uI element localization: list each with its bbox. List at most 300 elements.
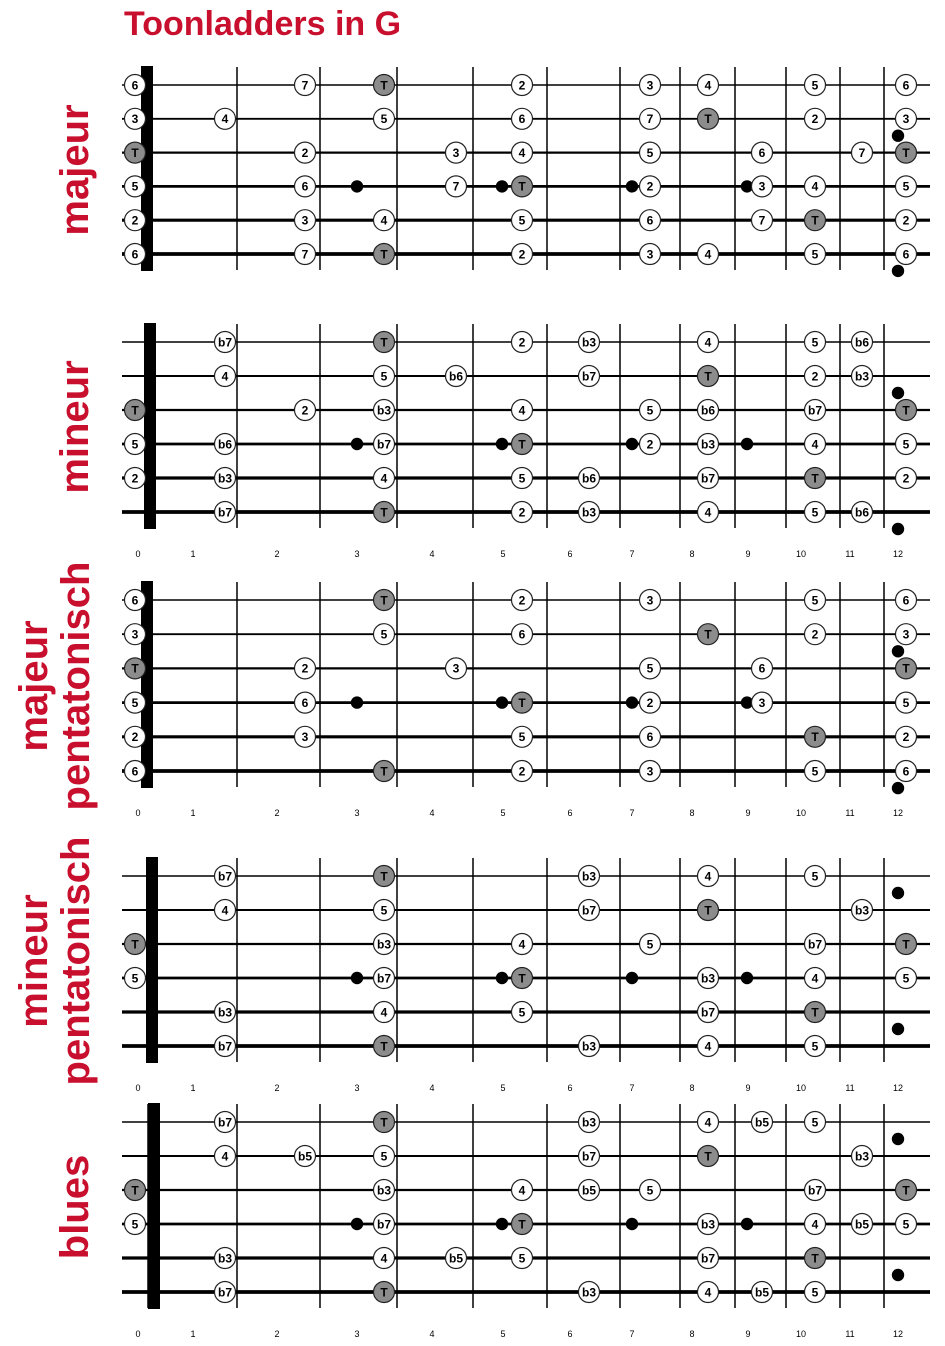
scale-note — [805, 1282, 826, 1303]
note-label: 4 — [704, 1285, 712, 1300]
scale-note — [215, 1002, 236, 1023]
fret-number: 12 — [892, 1329, 904, 1339]
note-label: T — [131, 145, 139, 160]
scale-note — [215, 1112, 236, 1133]
note-label: 2 — [902, 213, 910, 228]
note-label: 5 — [811, 247, 819, 262]
fret-number: 3 — [354, 549, 360, 559]
note-label: T — [380, 78, 388, 93]
note-label: 6 — [758, 661, 766, 676]
scale-note — [215, 1282, 236, 1303]
fret-number: 2 — [274, 808, 280, 818]
note-label: T — [380, 1039, 388, 1054]
note-label: 5 — [380, 369, 388, 384]
scale-note — [374, 934, 395, 955]
scale-note — [805, 400, 826, 421]
scale-note — [805, 1180, 826, 1201]
note-label: b7 — [700, 1251, 716, 1266]
scale-note — [805, 75, 826, 96]
note-label: b3 — [700, 437, 716, 452]
fret-number: 5 — [500, 808, 506, 818]
note-label: b7 — [700, 1005, 716, 1020]
note-label: b6 — [854, 335, 870, 350]
fret-marker-dot — [892, 1269, 904, 1281]
scale-note — [896, 624, 917, 645]
scale-note — [805, 108, 826, 129]
nut — [141, 581, 153, 788]
note-label: 6 — [131, 593, 139, 608]
tonic-note — [896, 658, 917, 679]
note-label: b3 — [700, 1217, 716, 1232]
scale-note — [374, 434, 395, 455]
note-label: 2 — [902, 471, 910, 486]
note-label: T — [811, 213, 819, 228]
note-label: 5 — [811, 764, 819, 779]
fret-marker-dot — [892, 265, 904, 277]
note-label: b6 — [854, 505, 870, 520]
note-label: b3 — [376, 403, 392, 418]
scale-note — [852, 366, 873, 387]
note-label: T — [380, 1285, 388, 1300]
note-label: 7 — [301, 78, 309, 93]
note-label: 5 — [811, 869, 819, 884]
fret-number: 9 — [745, 1083, 751, 1093]
note-label: 5 — [518, 1005, 526, 1020]
scale-note — [125, 108, 146, 129]
fret-number: 4 — [429, 549, 435, 559]
scale-label-line: mineur — [53, 360, 97, 494]
fret-marker-dot — [351, 696, 363, 708]
scale-note — [125, 210, 146, 231]
fret-marker-dot — [496, 438, 508, 450]
scale-note — [125, 176, 146, 197]
scale-note — [512, 75, 533, 96]
scale-note — [512, 590, 533, 611]
nut — [141, 66, 153, 271]
note-label: b7 — [376, 971, 392, 986]
note-label: 5 — [380, 112, 388, 127]
fret-number: 0 — [135, 808, 141, 818]
scale-note — [374, 468, 395, 489]
scale-note — [896, 108, 917, 129]
note-label: 5 — [902, 695, 910, 710]
tonic-note — [805, 210, 826, 231]
scale-note — [512, 726, 533, 747]
fret-number: 1 — [190, 1329, 196, 1339]
tonic-note — [374, 75, 395, 96]
tonic-note — [374, 1112, 395, 1133]
scale-note — [295, 726, 316, 747]
note-label: T — [380, 764, 388, 779]
note-label: 5 — [380, 1149, 388, 1164]
fret-number: 0 — [135, 549, 141, 559]
note-label: 5 — [902, 1217, 910, 1232]
fret-marker-dot — [892, 1133, 904, 1145]
note-label: 2 — [518, 78, 526, 93]
note-label: 2 — [131, 730, 139, 745]
note-label: T — [811, 1005, 819, 1020]
note-label: T — [380, 505, 388, 520]
tonic-note — [698, 366, 719, 387]
fretboard-2 — [122, 323, 930, 559]
scale-note — [640, 726, 661, 747]
fret-number: 5 — [500, 1083, 506, 1093]
note-label: 4 — [811, 1217, 819, 1232]
scale-note — [579, 1112, 600, 1133]
fret-marker-dot — [626, 696, 638, 708]
scale-note — [125, 1214, 146, 1235]
tonic-note — [374, 502, 395, 523]
note-label: b6 — [217, 437, 233, 452]
scale-note — [295, 1146, 316, 1167]
scale-note — [896, 210, 917, 231]
fret-number: 12 — [892, 1083, 904, 1093]
note-label: 5 — [811, 1115, 819, 1130]
scale-note — [125, 726, 146, 747]
tonic-note — [896, 934, 917, 955]
note-label: 4 — [704, 505, 712, 520]
note-label: 5 — [811, 1039, 819, 1054]
fretboard-1 — [122, 66, 930, 277]
scale-note — [579, 900, 600, 921]
scale-note — [896, 1214, 917, 1235]
note-label: T — [380, 247, 388, 262]
scale-note — [579, 1180, 600, 1201]
note-label: b3 — [854, 369, 870, 384]
note-label: 6 — [518, 112, 526, 127]
scale-note — [125, 692, 146, 713]
scale-note — [215, 1036, 236, 1057]
scale-note — [374, 1180, 395, 1201]
note-label: b5 — [448, 1251, 464, 1266]
tonic-note — [374, 1282, 395, 1303]
note-label: 6 — [131, 78, 139, 93]
note-label: b7 — [217, 335, 233, 350]
scale-note — [125, 434, 146, 455]
note-label: 3 — [301, 730, 309, 745]
note-label: 5 — [902, 971, 910, 986]
scale-note — [512, 502, 533, 523]
scale-note — [698, 502, 719, 523]
tonic-note — [374, 866, 395, 887]
fret-number: 3 — [354, 1329, 360, 1339]
scale-note — [374, 366, 395, 387]
fret-marker-dot — [892, 782, 904, 794]
fret-marker-dot — [892, 645, 904, 657]
fret-number: 12 — [892, 808, 904, 818]
tonic-note — [698, 108, 719, 129]
fret-number: 2 — [274, 1083, 280, 1093]
note-label: 6 — [902, 764, 910, 779]
note-label: 4 — [380, 1251, 388, 1266]
tonic-note — [125, 1180, 146, 1201]
fret-number: 7 — [629, 808, 635, 818]
scale-label-line: pentatonisch — [54, 561, 98, 810]
fret-number: 12 — [892, 549, 904, 559]
fret-marker-dot — [892, 887, 904, 899]
scale-note — [896, 434, 917, 455]
note-label: b7 — [217, 1285, 233, 1300]
scale-note — [752, 692, 773, 713]
scale-note — [295, 176, 316, 197]
scale-note — [446, 366, 467, 387]
scale-note — [215, 900, 236, 921]
scale-note — [852, 502, 873, 523]
note-label: 4 — [704, 1115, 712, 1130]
note-label: 4 — [380, 213, 388, 228]
fret-marker-dot — [741, 1218, 753, 1230]
fret-number: 9 — [745, 808, 751, 818]
note-label: T — [902, 937, 910, 952]
note-label: b3 — [581, 505, 597, 520]
note-label: 2 — [646, 179, 654, 194]
scale-label-line: majeur — [12, 619, 56, 752]
note-label: 5 — [811, 593, 819, 608]
note-label: T — [131, 937, 139, 952]
note-label: 3 — [301, 213, 309, 228]
tonic-note — [374, 590, 395, 611]
note-label: b3 — [217, 471, 233, 486]
scale-note — [805, 624, 826, 645]
note-label: 6 — [646, 213, 654, 228]
scale-note — [374, 1248, 395, 1269]
scale-note — [125, 968, 146, 989]
fret-number: 8 — [689, 808, 695, 818]
note-label: 4 — [518, 145, 526, 160]
scale-note — [752, 176, 773, 197]
note-label: 5 — [518, 1251, 526, 1266]
scale-note — [698, 1214, 719, 1235]
scale-note — [579, 502, 600, 523]
note-label: 2 — [811, 627, 819, 642]
note-label: 4 — [518, 1183, 526, 1198]
tonic-note — [125, 400, 146, 421]
note-label: 4 — [811, 971, 819, 986]
note-label: T — [518, 1217, 526, 1232]
scale-note — [698, 400, 719, 421]
note-label: T — [380, 335, 388, 350]
note-label: b3 — [854, 1149, 870, 1164]
fret-number: 0 — [135, 1083, 141, 1093]
scale-note — [640, 590, 661, 611]
scale-note — [295, 400, 316, 421]
note-label: b3 — [217, 1005, 233, 1020]
note-label: 2 — [518, 335, 526, 350]
fret-marker-dot — [496, 1218, 508, 1230]
scale-note — [640, 934, 661, 955]
scale-note — [752, 210, 773, 231]
scale-note — [512, 142, 533, 163]
note-label: b7 — [376, 437, 392, 452]
note-label: b3 — [581, 869, 597, 884]
scale-note — [215, 434, 236, 455]
scale-note — [640, 108, 661, 129]
note-label: 5 — [646, 1183, 654, 1198]
scale-note — [896, 968, 917, 989]
scale-note — [374, 624, 395, 645]
scale-note — [512, 332, 533, 353]
tonic-note — [512, 434, 533, 455]
note-label: b7 — [217, 1115, 233, 1130]
tonic-note — [805, 1002, 826, 1023]
note-label: b7 — [807, 937, 823, 952]
scale-note — [446, 1248, 467, 1269]
tonic-note — [698, 900, 719, 921]
scale-note — [295, 75, 316, 96]
fret-number: 2 — [274, 549, 280, 559]
note-label: 2 — [518, 505, 526, 520]
scale-label-line: blues — [53, 1154, 97, 1260]
note-label: 6 — [131, 764, 139, 779]
note-label: 4 — [221, 1149, 229, 1164]
fret-marker-dot — [892, 523, 904, 535]
note-label: 2 — [518, 593, 526, 608]
note-label: b7 — [376, 1217, 392, 1232]
note-label: 3 — [902, 112, 910, 127]
scale-note — [698, 75, 719, 96]
scale-label-line: mineur — [12, 894, 56, 1028]
note-label: 2 — [811, 369, 819, 384]
note-label: 3 — [646, 593, 654, 608]
note-label: b5 — [297, 1149, 313, 1164]
scale-note — [852, 142, 873, 163]
note-label: T — [902, 403, 910, 418]
scale-note — [640, 244, 661, 265]
note-label: 2 — [301, 661, 309, 676]
scale-note — [512, 468, 533, 489]
fret-number: 11 — [845, 549, 855, 559]
scale-note — [698, 1036, 719, 1057]
scale-note — [805, 332, 826, 353]
fret-marker-dot — [351, 972, 363, 984]
scale-label-line: majeur — [53, 103, 97, 236]
scale-note — [295, 692, 316, 713]
scale-note — [698, 1282, 719, 1303]
fret-marker-dot — [892, 130, 904, 142]
scale-note — [374, 108, 395, 129]
scale-note — [852, 900, 873, 921]
scale-note — [215, 108, 236, 129]
note-label: T — [518, 179, 526, 194]
fret-marker-dot — [626, 180, 638, 192]
note-label: T — [902, 145, 910, 160]
fret-marker-dot — [351, 180, 363, 192]
scale-note — [698, 1248, 719, 1269]
fret-number: 11 — [845, 1083, 855, 1093]
fret-marker-dot — [626, 1218, 638, 1230]
scale-note — [640, 658, 661, 679]
fret-number: 7 — [629, 1329, 635, 1339]
fret-number: 1 — [190, 549, 196, 559]
note-label: b3 — [376, 937, 392, 952]
note-label: T — [131, 403, 139, 418]
scale-note — [640, 692, 661, 713]
note-label: 2 — [518, 764, 526, 779]
nut — [144, 323, 156, 529]
note-label: T — [380, 1115, 388, 1130]
scale-note — [640, 1180, 661, 1201]
fret-marker-dot — [496, 180, 508, 192]
note-label: 3 — [131, 627, 139, 642]
fret-number: 10 — [795, 1329, 807, 1339]
fret-number: 2 — [274, 1329, 280, 1339]
note-label: T — [131, 661, 139, 676]
note-label: 5 — [380, 627, 388, 642]
scale-note — [852, 1214, 873, 1235]
scale-note — [374, 1002, 395, 1023]
scale-note — [579, 468, 600, 489]
note-label: b3 — [376, 1183, 392, 1198]
tonic-note — [512, 1214, 533, 1235]
fret-number: 11 — [845, 808, 855, 818]
fret-number: 3 — [354, 808, 360, 818]
fret-number: 7 — [629, 549, 635, 559]
fret-number: 0 — [135, 1329, 141, 1339]
note-label: 7 — [452, 179, 460, 194]
fret-number: 10 — [795, 808, 807, 818]
note-label: 3 — [646, 247, 654, 262]
fret-number: 6 — [567, 1083, 573, 1093]
note-label: T — [131, 1183, 139, 1198]
tonic-note — [805, 1248, 826, 1269]
fretboard-5 — [122, 1103, 930, 1339]
scale-note — [215, 332, 236, 353]
fret-number: 10 — [795, 1083, 807, 1093]
note-label: 2 — [902, 730, 910, 745]
note-label: 6 — [131, 247, 139, 262]
tonic-note — [512, 692, 533, 713]
tonic-note — [805, 726, 826, 747]
fret-marker-dot — [351, 1218, 363, 1230]
note-label: 6 — [646, 730, 654, 745]
note-label: b3 — [581, 335, 597, 350]
page-title: Toonladders in G — [124, 5, 402, 43]
nut — [146, 857, 158, 1063]
note-label: T — [704, 903, 712, 918]
note-label: 4 — [221, 112, 229, 127]
scale-note — [805, 176, 826, 197]
fret-number: 10 — [795, 549, 807, 559]
scale-note — [698, 434, 719, 455]
note-label: 7 — [758, 213, 766, 228]
note-label: 6 — [902, 247, 910, 262]
note-label: b5 — [854, 1217, 870, 1232]
fret-marker-dot — [351, 438, 363, 450]
scale-note — [446, 176, 467, 197]
note-label: T — [811, 730, 819, 745]
note-label: b7 — [807, 403, 823, 418]
tonic-note — [374, 761, 395, 782]
scale-note — [896, 75, 917, 96]
note-label: T — [518, 437, 526, 452]
tonic-note — [374, 244, 395, 265]
note-label: 5 — [518, 730, 526, 745]
note-label: 4 — [221, 369, 229, 384]
fret-number: 9 — [745, 549, 751, 559]
scale-note — [512, 624, 533, 645]
note-label: T — [811, 1251, 819, 1266]
note-label: 5 — [811, 335, 819, 350]
fret-number: 11 — [845, 1329, 855, 1339]
tonic-note — [125, 934, 146, 955]
note-label: b7 — [581, 369, 597, 384]
fret-marker-dot — [496, 972, 508, 984]
note-label: 5 — [646, 937, 654, 952]
scale-note — [805, 1036, 826, 1057]
scale-note — [752, 1112, 773, 1133]
note-label: 2 — [811, 112, 819, 127]
note-label: b6 — [700, 403, 716, 418]
